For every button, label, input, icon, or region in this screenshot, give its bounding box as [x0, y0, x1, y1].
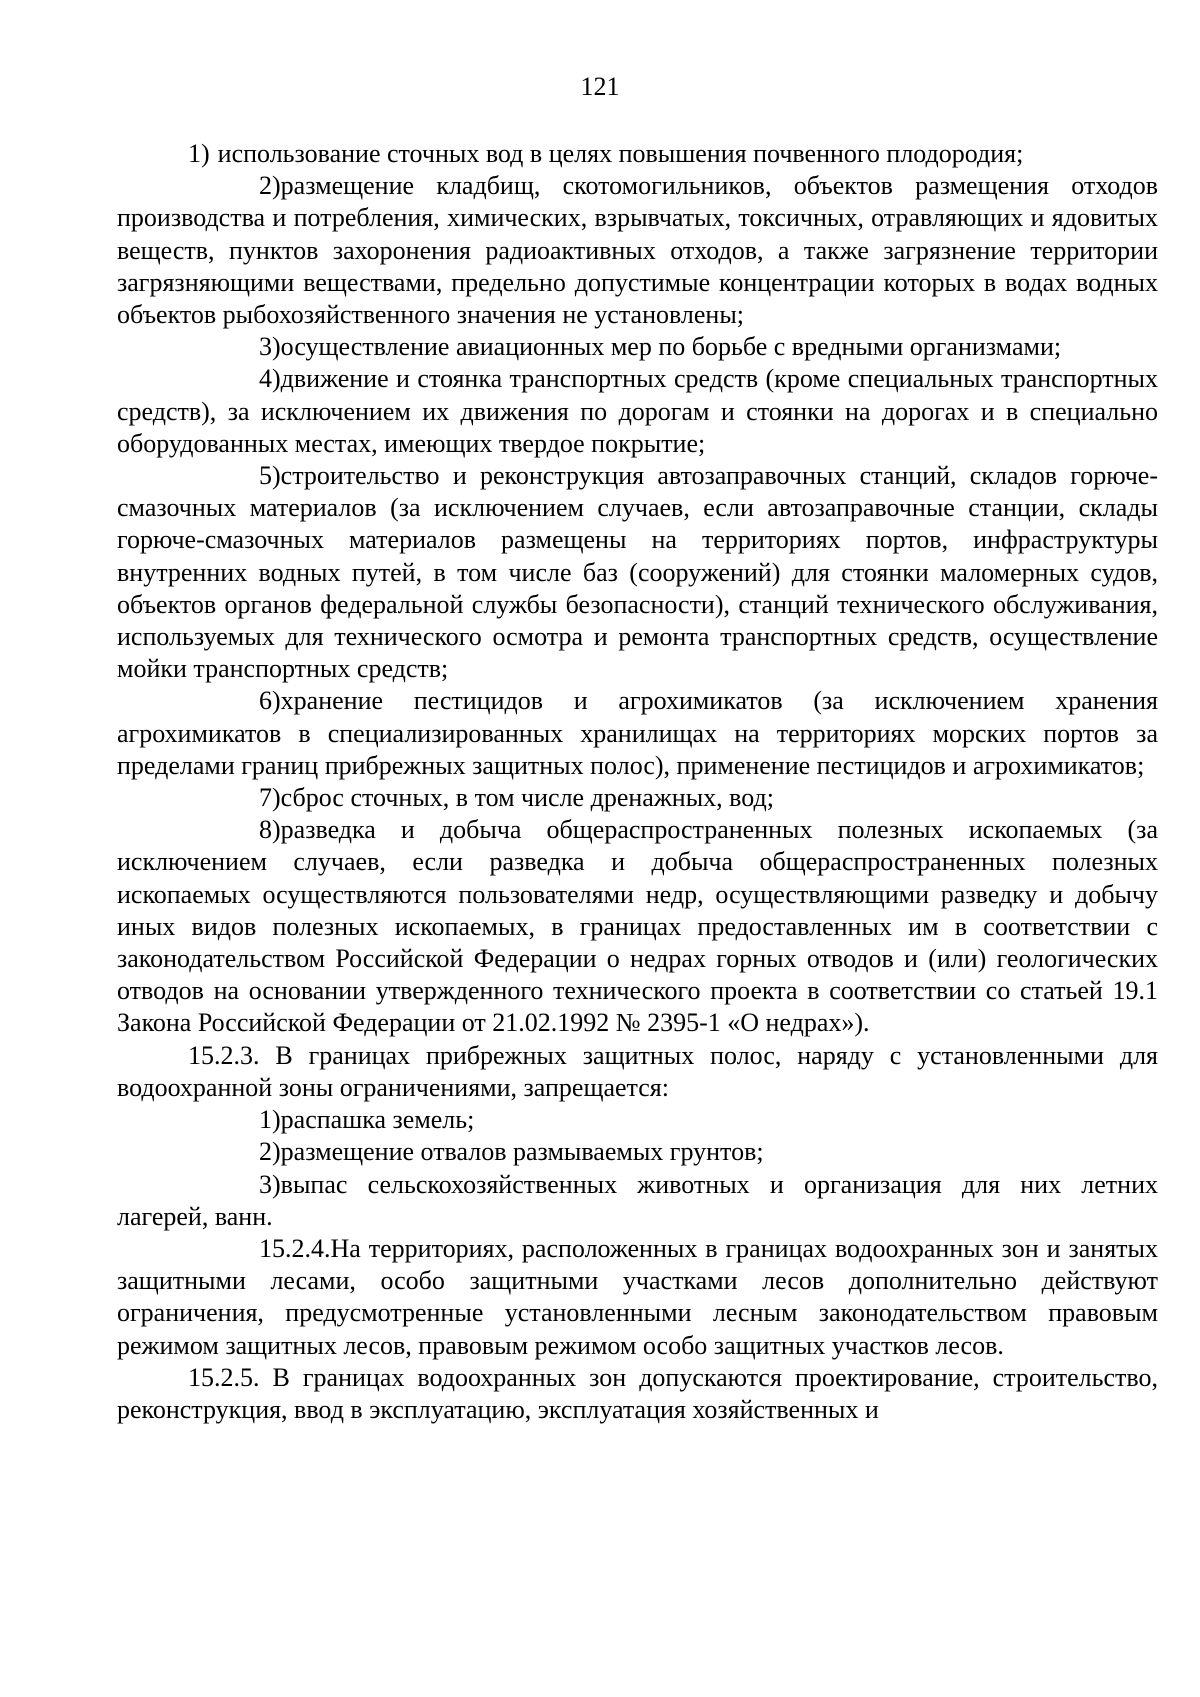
item-text: разведка и добыча общераспространенных полезных ископаемых (за исключением случаев, если разведка и добыча общераспространенных полезных ископаемых осуществляются пользователями недр, осуществляющими разведку и добычу иных видов полезных ископаемых, в границах предоставленных им в соответствии с законодательством Российской Федерации о недрах горных отводов и (или) геологических отводов на основании утвержденного технического проекта в соответствии со статьей 19.1 Закона Российской Федерации от 21.02.1992 № 2395-1 «О недрах»). — [117, 815, 1158, 1038]
section-text: На территориях, расположенных в границах водоохранных зон и занятых защитными лесами, особо защитными участками лесов дополнительно действуют ограничения, предусмотренные установленными лесным законодательством правовым режимом защитных лесов, правовым режимом особо защитных участков лесов. — [117, 1233, 1158, 1360]
item-text: осуществление авиационных мер по борьбе с вредными организмами; — [280, 332, 1062, 362]
item-number: 3) — [259, 332, 281, 362]
list-item — [117, 1104, 1158, 1136]
section-text: В границах водоохранных зон допускаются проектирование, строительство, реконструкция, ввод в эксплуатацию, эксплуатация хозяйственных и — [117, 1362, 1158, 1424]
item-text: сброс сточных, в том числе дренажных, вод; — [280, 783, 774, 813]
section-15-2-4 — [117, 1233, 1158, 1362]
item-text: размещение кладбищ, скотомогильников, объектов размещения отходов производства и потребления, химических, взрывчатых, токсичных, отравляющих и ядовитых веществ, пунктов захоронения радиоактивных отходов, а также загрязнение территории загрязняющими веществами, предельно допустимые концентрации которых в водах водных объектов рыбохозяйственного значения не установлены; — [117, 171, 1158, 330]
item-text: размещение отвалов размываемых грунтов; — [280, 1137, 764, 1167]
section-15-2-5 — [117, 1362, 1158, 1426]
list-item — [117, 460, 1158, 685]
section-number: 15.2.3. — [188, 1040, 260, 1070]
item-text: распашка земель; — [280, 1105, 475, 1135]
item-number: 2) — [259, 171, 281, 201]
section-text: В границах прибрежных защитных полос, наряду с установленными для водоохранной зоны ограничениями, запрещается: — [117, 1040, 1158, 1102]
item-text: движение и стоянка транспортных средств (кроме специальных транспортных средств), за исключением их движения по дорогам и стоянки на дорогах и в специально оборудованных местах, имеющих твердое покрытие; — [117, 364, 1158, 458]
item-text: строительство и реконструкция автозаправочных станций, складов горюче-смазочных материалов (за исключением случаев, если автозаправочные станции, склады горюче-смазочных материалов размещены на территориях портов, инфраструктуры внутренних водных путей, в том числе баз (сооружений) для стоянки маломерных судов, объектов органов федеральной службы безопасности), станций технического обслуживания, используемых для технического осмотра и ремонта транспортных средств, осуществление мойки транспортных средств; — [117, 461, 1158, 684]
page-number: 121 — [580, 72, 620, 101]
item-number: 7) — [259, 783, 281, 813]
section-15-2-3 — [117, 1040, 1158, 1104]
item-number: 5) — [259, 461, 281, 491]
item-number: 8) — [259, 815, 281, 845]
section-number: 15.2.4. — [259, 1233, 331, 1263]
list-item — [117, 138, 1158, 170]
list-item — [117, 685, 1158, 782]
item-text: выпас сельскохозяйственных животных и организация для них летних лагерей, ванн. — [117, 1169, 1158, 1231]
item-number: 4) — [259, 364, 281, 394]
list-item — [117, 782, 1158, 814]
document-body — [117, 138, 1158, 1426]
item-number: 6) — [259, 686, 281, 716]
item-number: 2) — [259, 1137, 281, 1167]
list-item — [117, 170, 1158, 331]
item-text: хранение пестицидов и агрохимикатов (за исключением хранения агрохимикатов в специализированных хранилищах на территориях морских портов за пределами границ прибрежных защитных полос), применение пестицидов и агрохимикатов; — [117, 686, 1158, 780]
list-item — [117, 814, 1158, 1039]
list-item — [117, 1169, 1158, 1233]
list-item — [117, 331, 1158, 363]
list-item — [117, 1136, 1158, 1168]
item-text: использование сточных вод в целях повышения почвенного плодородия; — [217, 139, 1024, 168]
item-number: 1) — [259, 1105, 281, 1135]
item-number: 1) — [188, 139, 210, 168]
item-number: 3) — [259, 1169, 281, 1199]
section-number: 15.2.5. — [188, 1362, 260, 1392]
list-item — [117, 363, 1158, 460]
